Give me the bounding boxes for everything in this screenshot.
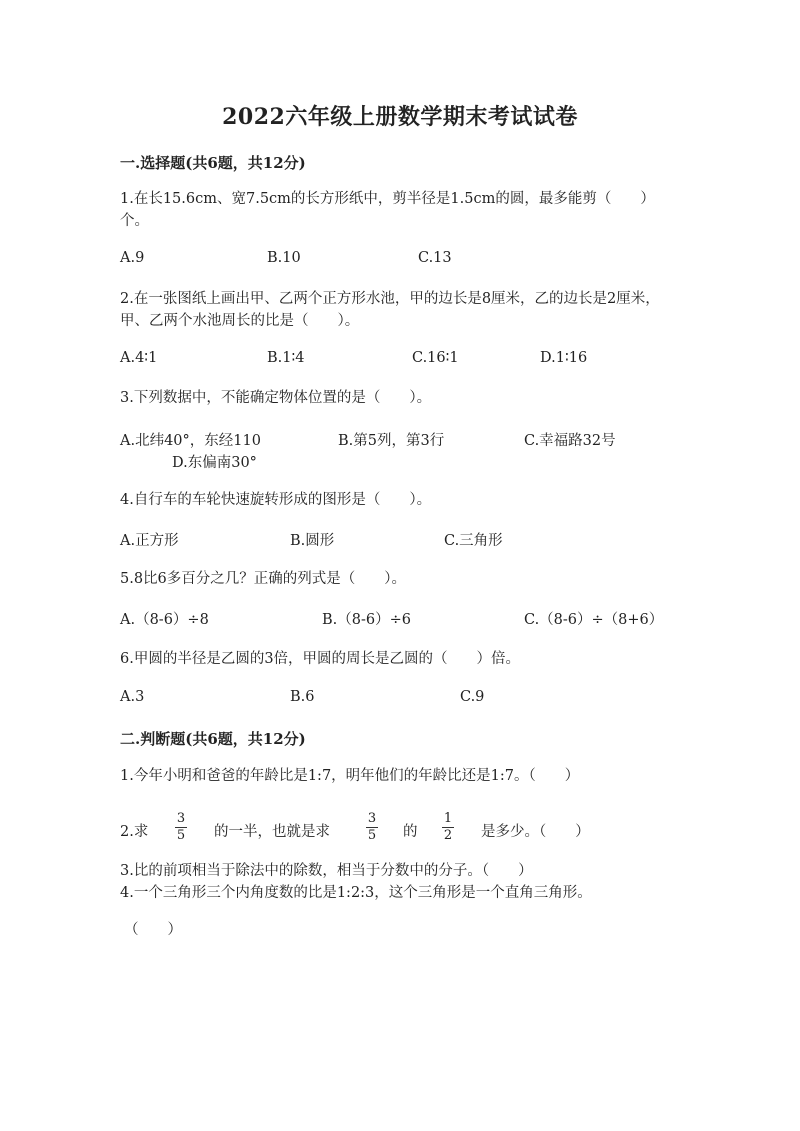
judgement-2-part2: 的一半，也就是求 (214, 824, 330, 840)
question-4: 4.自行车的车轮快速旋转形成的图形是（ ）。 (120, 492, 432, 508)
judgement-2-part1: 2.求 (120, 824, 149, 840)
q3-option-a: A.北纬40°，东经110 (120, 433, 261, 449)
q2-option-d: D.1∶16 (540, 350, 588, 366)
section-heading-choice: 一.选择题(共6题，共12分) (120, 154, 306, 172)
question-1: 1.在长15.6cm、宽7.5cm的长方形纸中，剪半径是1.5cm的圆，最多能剪（ ）个。 (120, 191, 655, 229)
q6-option-a: A.3 (120, 689, 145, 705)
q5-option-b: B.（8-6）÷6 (322, 612, 411, 628)
q5-option-a: A.（8-6）÷8 (120, 612, 209, 628)
q1-option-c: C.13 (418, 250, 452, 266)
question-5: 5.8比6多百分之几？正确的列式是（ ）。 (120, 571, 407, 587)
q2-option-a: A.4∶1 (120, 350, 158, 366)
q6-option-b: B.6 (290, 689, 315, 705)
question-6: 6.甲圆的半径是乙圆的3倍，甲圆的周长是乙圆的（ ）倍。 (120, 651, 521, 667)
fraction-numerator: 3 (176, 811, 186, 826)
q1-option-a: A.9 (120, 250, 145, 266)
q3-option-d: D.东偏南30° (172, 455, 257, 471)
fraction-denominator: 5 (367, 828, 377, 843)
judgement-3: 3.比的前项相当于除法中的除数，相当于分数中的分子。（ ） (120, 863, 533, 879)
judgement-4-answer-paren: （ ） (124, 922, 182, 938)
q2-option-b: B.1∶4 (267, 350, 305, 366)
fraction-three-fifths-2 (366, 812, 378, 843)
fraction-numerator: 1 (443, 811, 453, 826)
fraction-denominator: 5 (176, 828, 186, 843)
fraction-denominator: 2 (443, 828, 453, 843)
judgement-2-part4: 是多少。（ ） (481, 824, 590, 840)
judgement-2-part3: 的 (403, 824, 418, 840)
fraction-numerator: 3 (367, 811, 377, 826)
q5-option-c: C.（8-6）÷（8+6） (524, 612, 664, 628)
q6-option-c: C.9 (460, 689, 485, 705)
q3-option-c: C.幸福路32号 (524, 433, 616, 449)
page-title: 2022六年级上册数学期末考试试卷 (222, 104, 578, 130)
question-2: 2.在一张图纸上画出甲、乙两个正方形水池，甲的边长是8厘米，乙的边长是2厘米，甲、乙两个水池周长的比是（ ）。 (120, 291, 660, 329)
question-3: 3.下列数据中，不能确定物体位置的是（ ）。 (120, 390, 432, 406)
q4-option-c: C.三角形 (444, 533, 503, 549)
q2-option-c: C.16∶1 (412, 350, 459, 366)
fraction-three-fifths (175, 812, 187, 843)
fraction-one-half (442, 812, 454, 843)
q4-option-a: A.正方形 (120, 533, 179, 549)
q3-option-b: B.第5列，第3行 (338, 433, 445, 449)
judgement-4: 4.一个三角形三个内角度数的比是1:2:3，这个三角形是一个直角三角形。 (120, 885, 592, 901)
judgement-1: 1.今年小明和爸爸的年龄比是1:7，明年他们的年龄比还是1:7。（ ） (120, 768, 580, 784)
q4-option-b: B.圆形 (290, 533, 335, 549)
q1-option-b: B.10 (267, 250, 301, 266)
section-heading-judgement: 二.判断题(共6题，共12分) (120, 730, 306, 748)
